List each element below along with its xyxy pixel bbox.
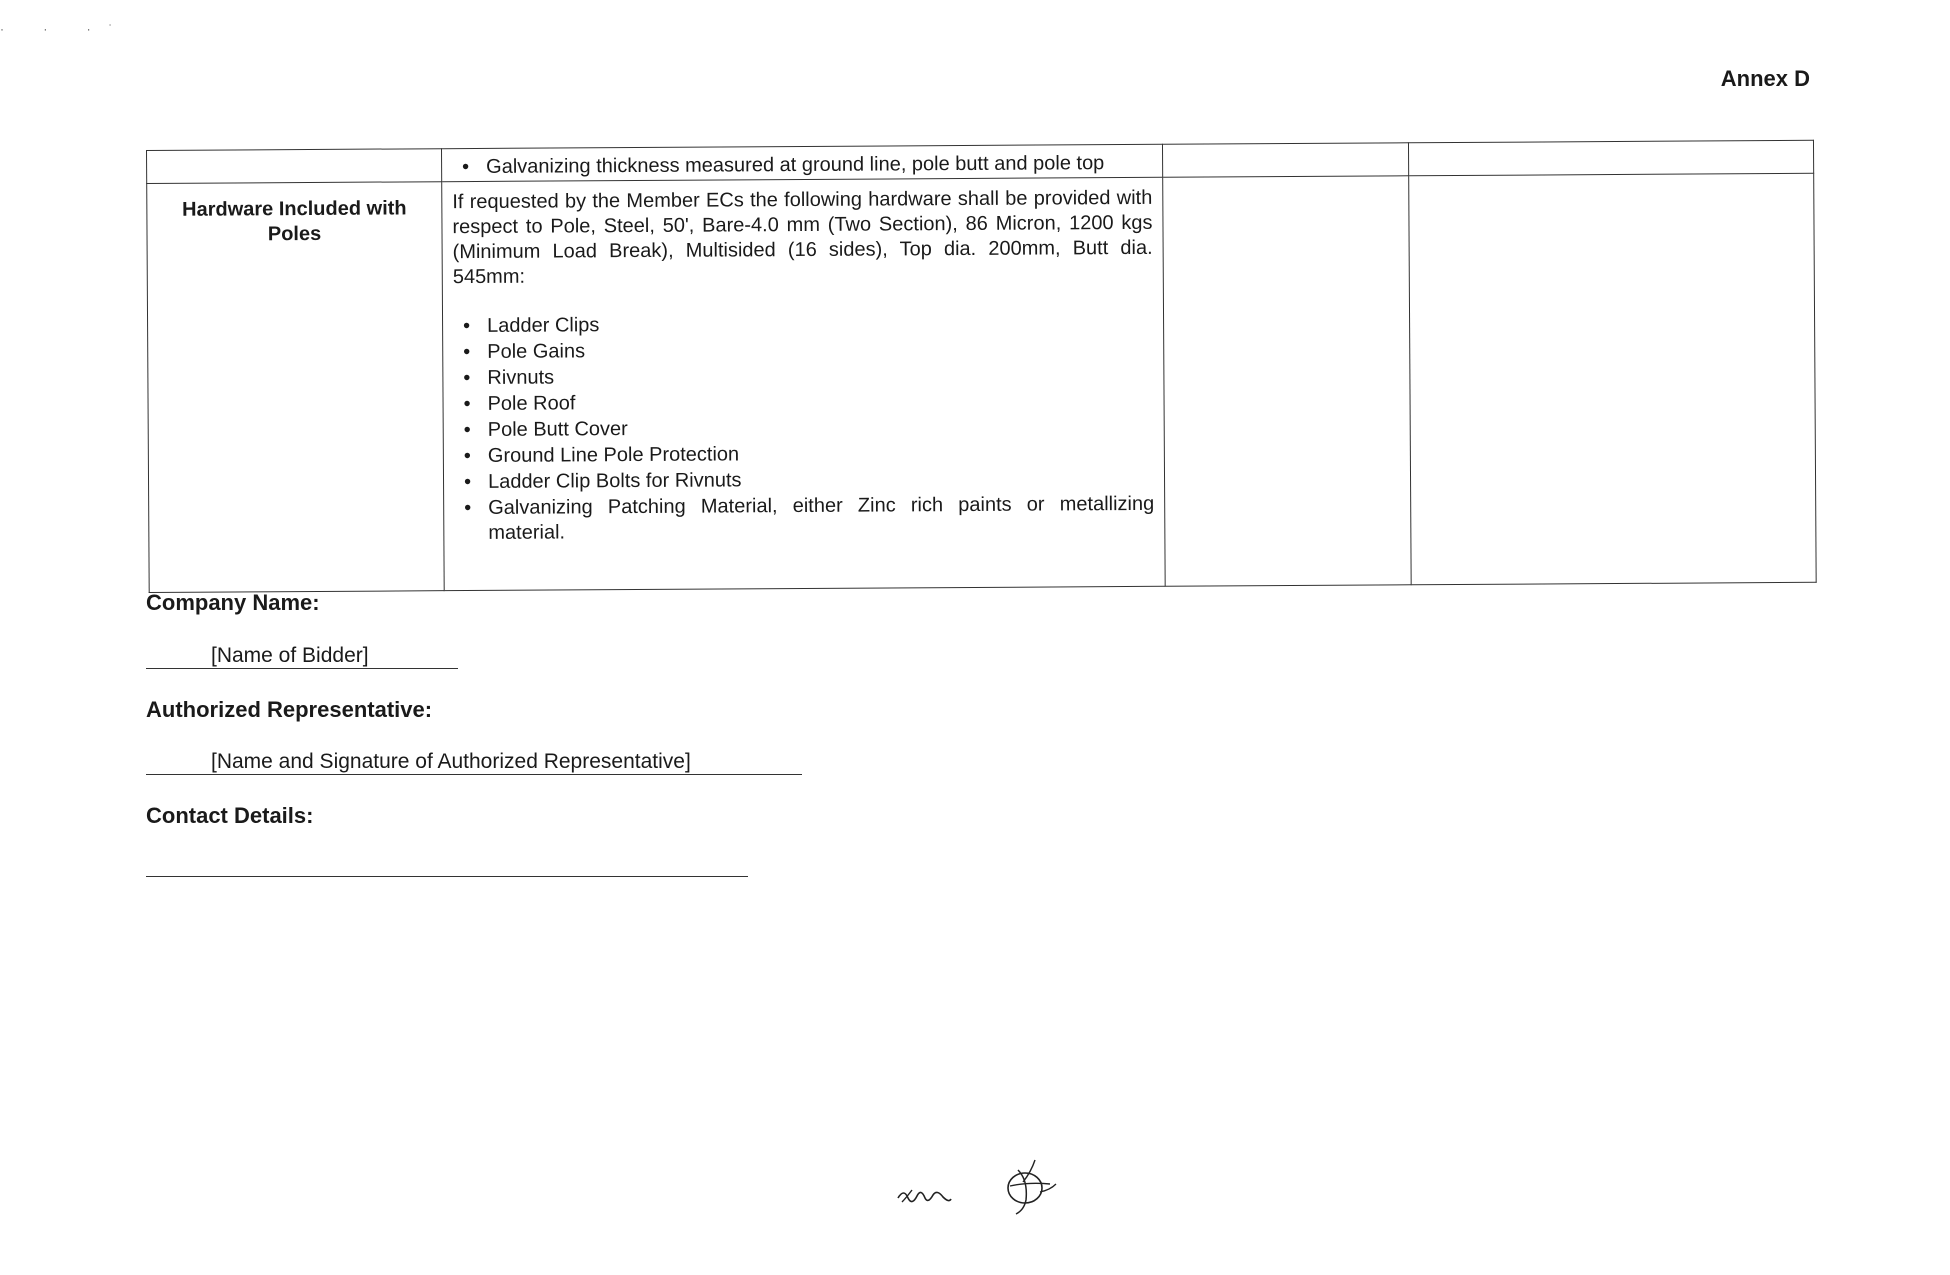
list-item: • Ladder Clip Bolts for Rivnuts <box>478 466 1154 495</box>
contact-details-field[interactable] <box>146 848 748 877</box>
table-cell-empty <box>1409 173 1816 584</box>
annex-label: Annex D <box>1720 66 1810 91</box>
table-cell-empty <box>147 149 442 184</box>
authorized-representative-field[interactable] <box>146 746 802 775</box>
company-name-field[interactable] <box>146 640 458 669</box>
list-item: • Pole Gains <box>477 336 1153 365</box>
authorized-representative-placeholder: [Name and Signature of Authorized Representative] <box>211 750 691 773</box>
authorized-representative-label: Authorized Representative: <box>146 697 433 722</box>
list-item: • Galvanizing thickness measured at ground line, pole butt and pole top <box>476 151 1152 180</box>
contact-details-label: Contact Details: <box>146 803 314 828</box>
company-name-placeholder: [Name of Bidder] <box>211 644 369 667</box>
list-item: • Pole Butt Cover <box>478 414 1154 443</box>
list-item: • Pole Roof <box>477 388 1153 417</box>
handwritten-initials <box>890 1150 1090 1220</box>
description-text: If requested by the Member ECs the following hardware shall be provided with respect to Pole, Steel, 50', Bare-4.0 mm (Two Section), 86 Micron, 1200 kgs (Minimum Load Break), Multisided (16 sides), Top dia. 200mm, Butt dia. 545mm: <box>452 186 1153 289</box>
list-item: • Ground Line Pole Protection <box>478 440 1154 469</box>
list-item: • Rivnuts <box>477 362 1153 391</box>
table-row-header: Hardware Included with Poles <box>147 182 444 593</box>
list-item: • Ladder Clips <box>477 310 1153 339</box>
specification-table <box>146 140 1817 593</box>
table-cell-empty <box>1162 143 1408 178</box>
scan-artifacts: · · ·˙ <box>0 22 131 36</box>
table-row <box>147 173 1816 592</box>
hardware-list <box>453 310 1154 546</box>
table-cell-empty <box>1163 176 1411 586</box>
bullet-list <box>452 151 1152 180</box>
table-cell-empty <box>1408 140 1813 175</box>
list-item: • Galvanizing Patching Material, either Zinc rich paints or metallizing material. <box>478 492 1154 546</box>
table-cell-description <box>441 144 1162 181</box>
table-cell-description <box>442 177 1165 590</box>
company-name-label: Company Name: <box>146 590 320 615</box>
